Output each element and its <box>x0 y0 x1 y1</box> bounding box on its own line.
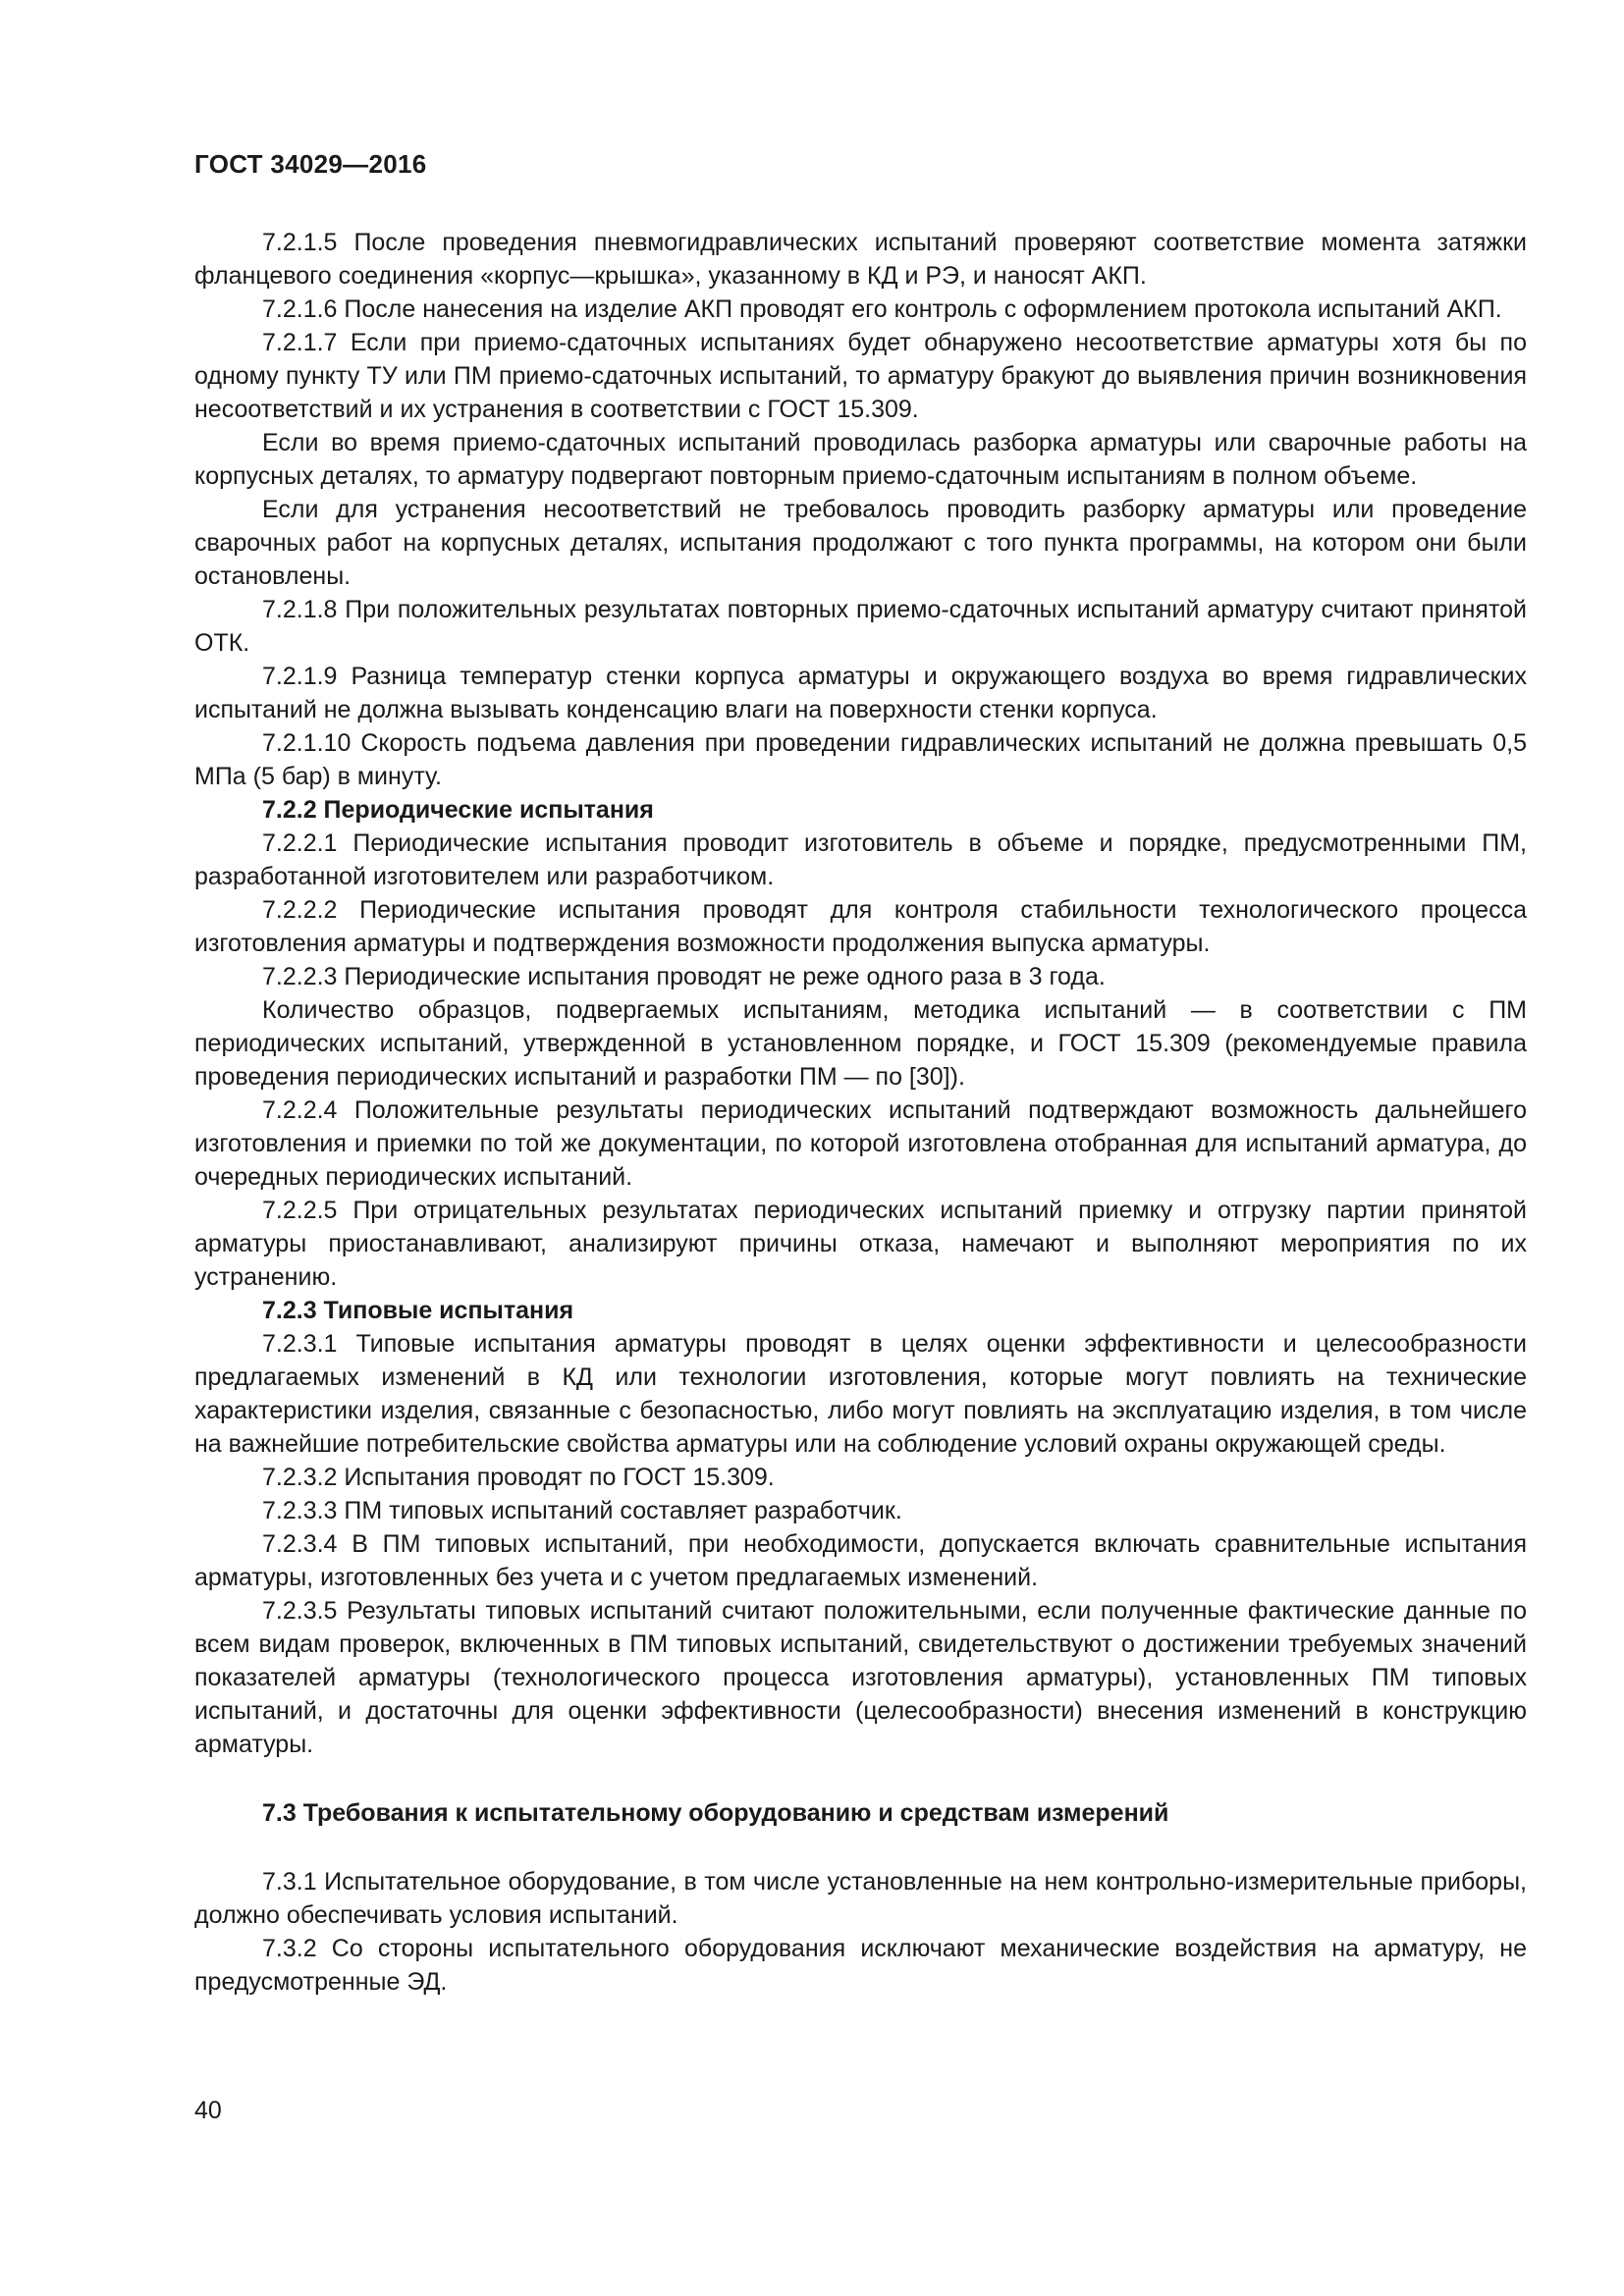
paragraph-7-2-3-5: 7.2.3.5 Результаты типовых испытаний считают положительными, если полученные фактические данные по всем видам проверок, включенных в ПМ типовых испытаний, свидетельствуют о достижении требуемых значений показателей арматуры (технологического процесса изготовления арматуры), установленных ПМ типовых испытаний, и достаточны для оценки эффективности (целесообразности) внесения изменений в конструкцию арматуры. <box>194 1597 1527 1758</box>
paragraph-7-2-2-1: 7.2.2.1 Периодические испытания проводит изготовитель в объеме и порядке, предусмотренными ПМ, разработанной изготовителем или разработчиком. <box>194 829 1527 890</box>
paragraph-no-disassembly: Если для устранения несоответствий не требовалось проводить разборку арматуры или проведение сварочных работ на корпусных деталях, испытания продолжают с того пункта программы, на котором они были остановлены. <box>194 496 1527 590</box>
paragraph-sample-count: Количество образцов, подвергаемых испытаниям, методика испытаний — в соответствии с ПМ периодических испытаний, утвержденной в установленном порядке, и ГОСТ 15.309 (рекомендуемые правила проведения периодических испытаний и разработки ПМ — по [30]). <box>194 996 1527 1091</box>
document-header: ГОСТ 34029—2016 <box>194 149 427 179</box>
section-heading-7-3: 7.3 Требования к испытательному оборудованию и средствам измерений <box>262 1799 1169 1827</box>
paragraph-7-2-3-1: 7.2.3.1 Типовые испытания арматуры проводят в целях оценки эффективности и целесообразности предлагаемых изменений в КД или технологии изготовления, которые могут повлиять на технические характеристики изделия, связанные с безопасностью, либо могут повлиять на эксплуатацию изделия, в том числе на важнейшие потребительские свойства арматуры или на соблюдение условий охраны окружающей среды. <box>194 1330 1527 1458</box>
paragraph-7-2-2-3: 7.2.2.3 Периодические испытания проводят не реже одного раза в 3 года. <box>262 963 1106 990</box>
document-body <box>194 226 1527 1999</box>
subsection-title-7-2-3: 7.2.3 Типовые испытания <box>262 1297 574 1324</box>
paragraph-7-2-2-4: 7.2.2.4 Положительные результаты периодических испытаний подтверждают возможность дальнейшего изготовления и приемки по той же документации, по которой изготовлена отобранная для испытаний арматура, до очередных периодических испытаний. <box>194 1096 1527 1191</box>
paragraph-7-2-3-2: 7.2.3.2 Испытания проводят по ГОСТ 15.309. <box>262 1464 775 1491</box>
paragraph-7-2-1-10: 7.2.1.10 Скорость подъема давления при проведении гидравлических испытаний не должна превышать 0,5 МПа (5 бар) в минуту. <box>194 729 1527 790</box>
paragraph-7-2-1-9: 7.2.1.9 Разница температур стенки корпуса арматуры и окружающего воздуха во время гидравлических испытаний не должна вызывать конденсацию влаги на поверхности стенки корпуса. <box>194 663 1527 723</box>
paragraph-7-2-1-8: 7.2.1.8 При положительных результатах повторных приемо-сдаточных испытаний арматуру считают принятой ОТК. <box>194 596 1527 657</box>
paragraph-7-3-1: 7.3.1 Испытательное оборудование, в том числе установленные на нем контрольно-измерительные приборы, должно обеспечивать условия испытаний. <box>194 1868 1527 1929</box>
paragraph-7-2-3-3: 7.2.3.3 ПМ типовых испытаний составляет разработчик. <box>262 1497 902 1524</box>
paragraph-disassembly: Если во время приемо-сдаточных испытаний проводилась разборка арматуры или сварочные работы на корпусных деталях, то арматуру подвергают повторным приемо-сдаточным испытаниям в полном объеме. <box>194 429 1527 490</box>
paragraph-7-2-1-7: 7.2.1.7 Если при приемо-сдаточных испытаниях будет обнаружено несоответствие арматуры хотя бы по одному пункту ТУ или ПМ приемо-сдаточных испытаний, то арматуру бракуют до выявления причин возникновения несоответствий и их устранения в соответствии с ГОСТ 15.309. <box>194 329 1527 423</box>
paragraph-7-2-3-4: 7.2.3.4 В ПМ типовых испытаний, при необходимости, допускается включать сравнительные испытания арматуры, изготовленных без учета и с учетом предлагаемых изменений. <box>194 1530 1527 1591</box>
paragraph-7-2-2-5: 7.2.2.5 При отрицательных результатах периодических испытаний приемку и отгрузку партии принятой арматуры приостанавливают, анализируют причины отказа, намечают и выполняют мероприятия по их устранению. <box>194 1197 1527 1291</box>
paragraph-7-2-1-5: 7.2.1.5 После проведения пневмогидравлических испытаний проверяют соответствие момента затяжки фланцевого соединения «корпус—крышка», указанному в КД и РЭ, и наносят АКП. <box>194 229 1527 290</box>
page-number: 40 <box>194 2097 222 2124</box>
paragraph-7-2-2-2: 7.2.2.2 Периодические испытания проводят для контроля стабильности технологического процесса изготовления арматуры и подтверждения возможности продолжения выпуска арматуры. <box>194 896 1527 957</box>
paragraph-7-3-2: 7.3.2 Со стороны испытательного оборудования исключают механические воздействия на арматуру, не предусмотренные ЭД. <box>194 1935 1527 1996</box>
paragraph-7-2-1-6: 7.2.1.6 После нанесения на изделие АКП проводят его контроль с оформлением протокола испытаний АКП. <box>262 295 1502 323</box>
subsection-title-7-2-2: 7.2.2 Периодические испытания <box>262 796 654 824</box>
